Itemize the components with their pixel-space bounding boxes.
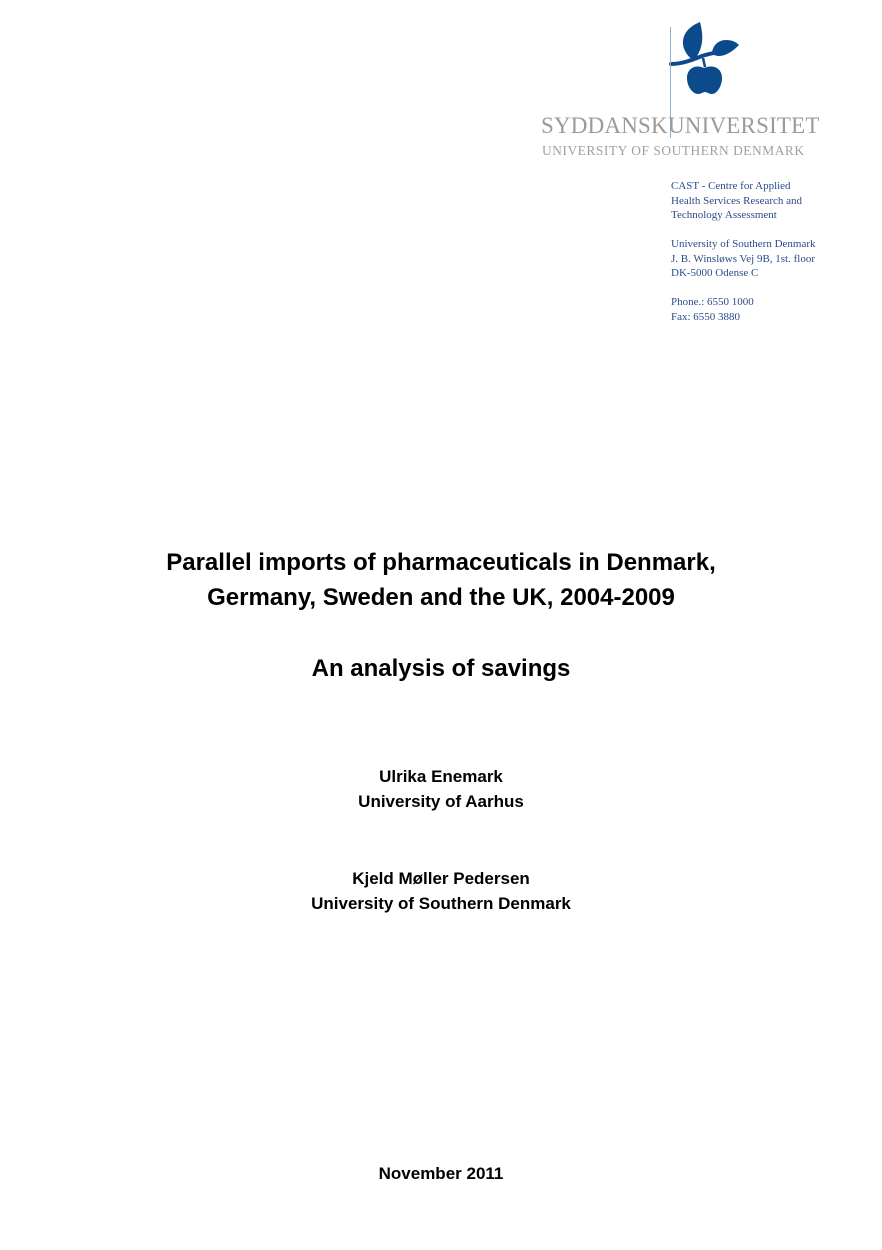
publication-date: [0, 1161, 882, 1186]
author-name: Ulrika Enemark: [379, 767, 503, 786]
author-affiliation: University of Aarhus: [358, 792, 524, 811]
document-title: [0, 545, 882, 615]
fax-line: Fax: 6550 3880: [671, 310, 741, 323]
author-block: [0, 764, 882, 814]
title-line-2: Germany, Sweden and the UK, 2004-2009: [207, 584, 675, 611]
logo-subtitle: UNIVERSITY OF SOUTHERN DENMARK: [542, 143, 805, 158]
logo-wordmark: [541, 113, 831, 139]
address-line: DK-5000 Odense C: [671, 267, 759, 279]
centre-line: Technology Assessment: [671, 209, 777, 221]
phone-line: Phone.: 6550 1000: [671, 296, 754, 308]
date-text: November 2011: [378, 1164, 504, 1183]
centre-info: [671, 179, 871, 223]
logo-name-right: UNIVERSITET: [668, 113, 820, 138]
subtitle-text: An analysis of savings: [311, 655, 571, 682]
author-block: [0, 866, 882, 916]
address-line: University of Southern Denmark: [671, 238, 816, 250]
centre-line: CAST - Centre for Applied: [671, 180, 791, 192]
author-affiliation: University of Southern Denmark: [311, 894, 571, 913]
address-line: J. B. Winsløws Vej 9B, 1st. floor: [671, 252, 815, 265]
contact-block: [671, 179, 871, 324]
title-line-1: Parallel imports of pharmaceuticals in Denmark,: [166, 549, 716, 576]
centre-line: Health Services Research and: [671, 194, 803, 207]
phone-info: [671, 295, 871, 324]
author-name: Kjeld Møller Pedersen: [352, 869, 530, 888]
document-subtitle: [0, 651, 882, 686]
tree-branch-leaves-apple-icon: [660, 20, 750, 110]
logo-name-left: SYDDANSK: [541, 113, 668, 138]
address-info: [671, 237, 871, 281]
